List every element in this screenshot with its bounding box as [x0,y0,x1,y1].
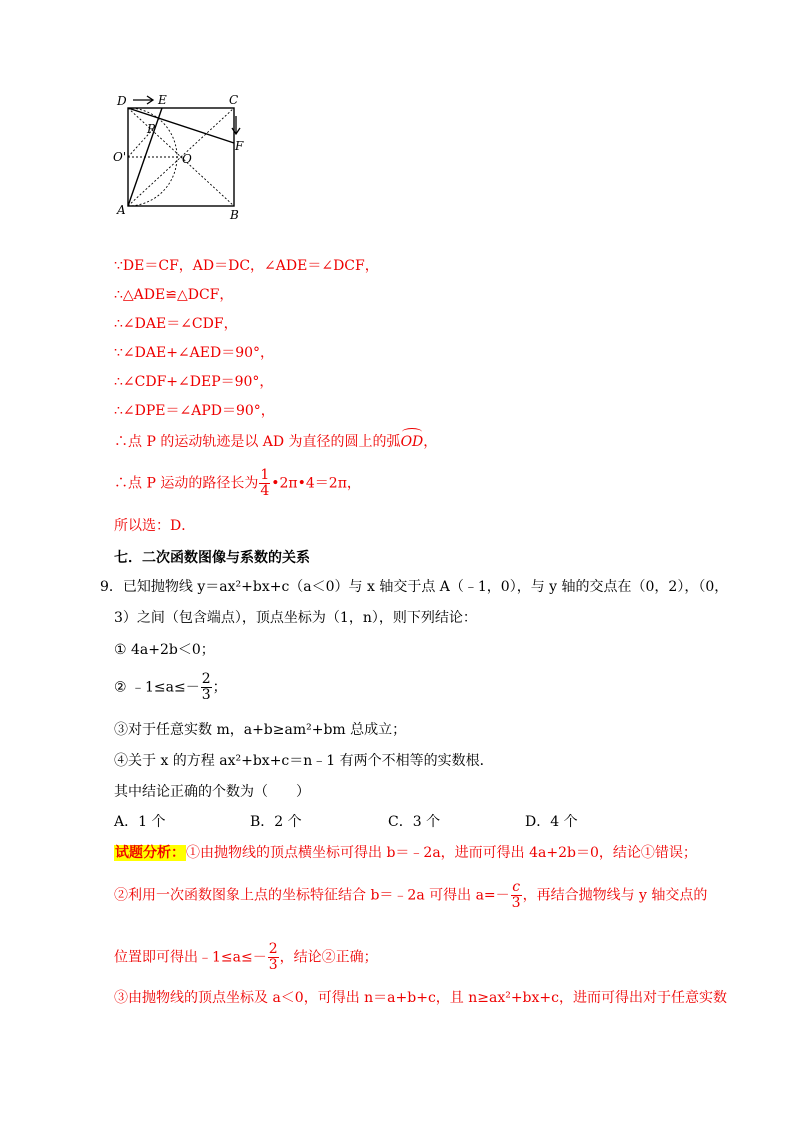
analysis-tag: 试题分析： [115,845,185,861]
fraction-numerator: 2 [201,671,211,687]
fraction-one-quarter [259,468,270,499]
conclusion-1: ① 4a+2b＜0； [114,642,215,658]
fraction-denominator: 4 [260,483,270,499]
solution-line-6: ∴∠DPE＝∠APD＝90°， [114,403,275,419]
label-o-prime: O' [113,150,127,164]
analysis-line-2 [114,880,707,911]
fraction-numerator: c [512,879,521,895]
fraction-numerator: 1 [260,467,270,483]
solution-line-1: ∵DE＝CF，AD＝DC，∠ADE＝∠DCF， [114,258,379,274]
solution-line-5: ∴∠CDF+∠DEP＝90°， [114,374,274,390]
question-stem-text-1: 已知抛物线 y＝ax²+bx+c（a＜0）与 x 轴交于点 A（﹣1，0），与 y 轴的交点在（0，2），（0， [122,579,729,595]
option-c: C．3 个 [388,814,441,830]
solution-line-2: ∴△ADE≌△DCF， [114,287,234,303]
label-o: O [182,152,192,166]
label-a: A [117,203,126,217]
section-heading: 七．二次函数图像与系数的关系 [114,550,310,566]
conclusion-3: ③对于任意实数 m，a+b≥am²+bm 总成立； [114,722,407,738]
conclusion-4: ④关于 x 的方程 ax²+bx+c＝n﹣1 有两个不相等的实数根． [114,753,494,769]
conclusion-2-end: ； [212,679,227,696]
fraction-two-thirds [201,672,212,703]
solution-line-7-end: ， [423,434,438,450]
solution-line-8-text: ∴点 P 运动的路径长为 [114,475,259,492]
option-b: B．2 个 [250,814,302,830]
label-e: E [158,93,167,107]
square-geometry-figure [110,88,260,223]
question-prompt: 其中结论正确的个数为（ ） [114,784,310,800]
question-stem-line-2: 3）之间（包含端点），顶点坐标为（1，n），则下列结论： [114,610,477,626]
label-d: D [117,94,127,108]
analysis-line-3-end: ，结论②正确； [279,949,378,966]
solution-line-7-text: ∴点 P 的运动轨迹是以 AD 为直径的圆上的弧 [114,434,401,450]
label-p: P [147,122,156,136]
analysis-line-3 [114,942,378,973]
conclusion-2 [114,672,227,703]
solution-line-3: ∴∠DAE＝∠CDF， [114,316,238,332]
fraction-denominator: 3 [511,895,521,911]
label-b: B [230,208,239,222]
fraction-two-thirds-analysis [268,942,279,973]
question-number: 9． [100,579,123,595]
option-a: A．1 个 [114,814,166,830]
analysis-line-2-text: ②利用一次函数图象上点的坐标特征结合 b＝﹣2a 可得出 a=－ [114,887,510,904]
solution-answer: 所以选：D． [114,518,196,534]
solution-line-8-end: •2π•4＝2π， [271,475,361,492]
question-stem-line-1 [100,577,728,597]
solution-line-4: ∵∠DAE+∠AED＝90°， [114,345,275,361]
segment-df [128,108,234,143]
analysis-line-2-end: ，再结合抛物线与 y 轴交点的 [522,887,708,904]
analysis-line-1-text: ①由抛物线的顶点横坐标可得出 b＝﹣2a，进而可得出 4a+2b＝0，结论①错误； [186,845,697,861]
fraction-numerator: 2 [268,941,278,957]
option-d: D．4 个 [525,814,578,830]
analysis-line-4: ③由抛物线的顶点坐标及 a＜0，可得出 n＝a+b+c，且 n≥ax²+bx+c，进而可得出对于任意实数 [114,990,727,1006]
arc-od-label: OD [400,434,424,450]
arrow-down-icon [232,116,240,134]
arrow-right-icon [133,96,153,104]
label-f: F [235,139,244,153]
solution-line-7 [114,432,437,452]
conclusion-2-text: ② ﹣1≤a≤－ [114,679,200,696]
fraction-c-over-3 [511,880,522,911]
analysis-line-1 [114,843,697,863]
label-c: C [229,93,239,107]
analysis-line-3-text: 位置即可得出﹣1≤a≤－ [114,949,267,966]
fraction-denominator: 3 [201,687,211,703]
fraction-denominator: 3 [268,957,278,973]
solution-line-8 [114,468,361,499]
